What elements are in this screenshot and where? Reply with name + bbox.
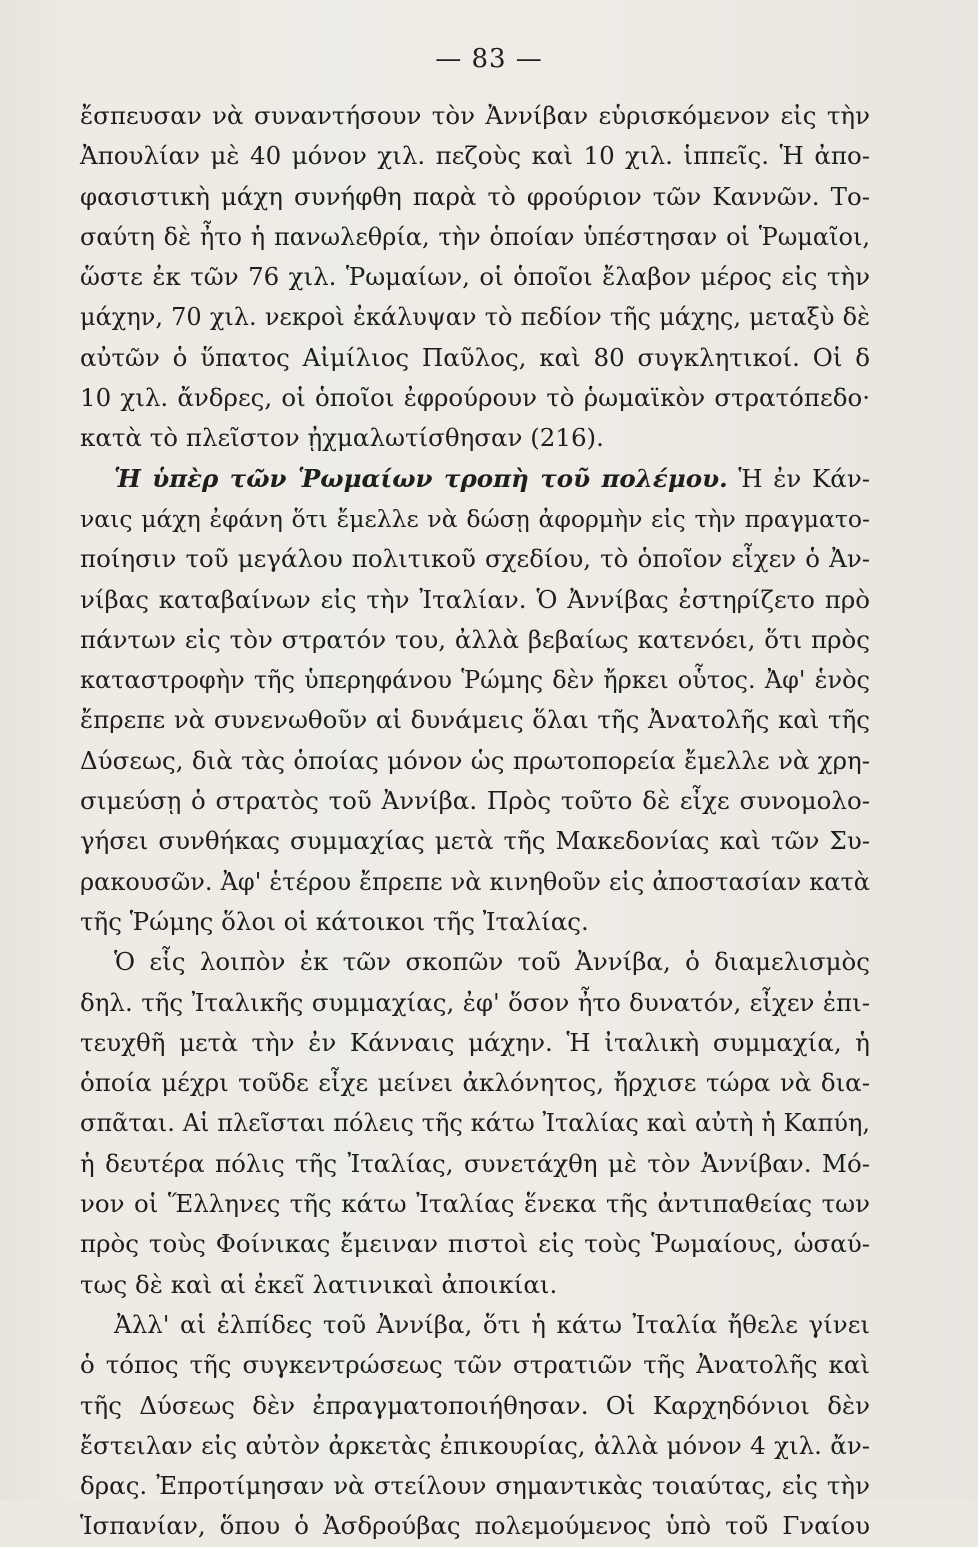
text-line: δηλ. τῆς Ἰταλικῆς συμμαχίας, ἐφ' ὅσον ἦτο δυνατόν, εἶχεν ἐπι- xyxy=(80,987,870,1017)
text-line: καταστροφὴν τῆς ὑπερηφάνου Ῥώμης δὲν ἤρκει οὗτος. Ἀφ' ἑνὸς xyxy=(80,666,870,695)
text-line: πρὸς τοὺς Φοίνικας ἔμειναν πιστοὶ εἰς τοὺς Ῥωμαίους, ὡσαύ- xyxy=(80,1229,870,1259)
text-line: φασιστικὴ μάχη συνήφθη παρὰ τὸ φρούριον τῶν Καννῶν. Το- xyxy=(80,181,870,211)
text-line: ἔστειλαν εἰς αὐτὸν ἀρκετὰς ἐπικουρίας, ἀλλὰ μόνον 4 χιλ. ἄν- xyxy=(80,1430,870,1460)
text-line: Ὁ εἷς λοιπὸν ἐκ τῶν σκοπῶν τοῦ Ἀννίβα, ὁ διαμελισμὸς xyxy=(114,947,870,977)
text-line: τῆς Ῥώμης ὅλοι οἱ κάτοικοι τῆς Ἰταλίας. xyxy=(80,906,589,936)
text-line: Ἀλλ' αἱ ἐλπίδες τοῦ Ἀννίβα, ὅτι ἡ κάτω Ἰταλία ἤθελε γίνει xyxy=(114,1309,870,1339)
text-line-heading xyxy=(80,459,870,499)
text-line: σαύτη δὲ ἦτο ἡ πανωλεθρία, τὴν ὁποίαν ὑπέστησαν οἱ Ῥωμαῖοι, xyxy=(80,222,870,251)
text-line: Ἀπουλίαν μὲ 40 μόνον χιλ. πεζοὺς καὶ 10 χιλ. ἱππεῖς. Ἡ ἀπο- xyxy=(80,141,870,171)
heading-continuation: Ἡ ἐν Κάν- xyxy=(727,463,870,493)
text-line: ὥστε ἐκ τῶν 76 χιλ. Ῥωμαίων, οἱ ὁποῖοι ἔλαβον μέρος εἰς τὴν xyxy=(80,262,870,292)
page-number: — 83 — xyxy=(435,44,543,74)
text-line: ποίησιν τοῦ μεγάλου πολιτικοῦ σχεδίου, τὸ ὁποῖον εἶχεν ὁ Ἀν- xyxy=(80,544,870,574)
text-line: πάντων εἰς τὸν στρατόν του, ἀλλὰ βεβαίως κατενόει, ὅτι πρὸς xyxy=(80,624,870,654)
text-line: τευχθῆ μετὰ τὴν ἐν Κάνναις μάχην. Ἡ ἰταλικὴ συμμαχία, ἡ xyxy=(80,1027,870,1057)
text-line: Δύσεως, διὰ τὰς ὁποίας μόνον ὡς πρωτοπορεία ἔμελλε νὰ χρη- xyxy=(80,745,870,775)
text-line: αὐτῶν ὁ ὕπατος Αἰμίλιος Παῦλος, καὶ 80 συγκλητικοί. Οἱ δ xyxy=(80,342,870,372)
text-line: νον οἱ Ἕλληνες τῆς κάτω Ἰταλίας ἕνεκα τῆς ἀντιπαθείας των xyxy=(80,1189,870,1219)
text-line: μάχην, 70 χιλ. νεκροὶ ἐκάλυψαν τὸ πεδίον τῆς μάχης, μεταξὺ δὲ xyxy=(80,303,870,332)
text-line: σιμεύσῃ ὁ στρατὸς τοῦ Ἀννίβα. Πρὸς τοῦτο δὲ εἶχε συνομολο- xyxy=(80,786,870,816)
text-line: ὁποία μέχρι τοῦδε εἶχε μείνει ἀκλόνητος, ἤρχισε τώρα νὰ δια- xyxy=(80,1068,870,1098)
text-line: γήσει συνθήκας συμμαχίας μετὰ τῆς Μακεδονίας καὶ τῶν Συ- xyxy=(80,826,870,856)
text-line: ναις μάχη ἐφάνη ὅτι ἔμελλε νὰ δώσῃ ἀφορμὴν εἰς τὴν πραγματο- xyxy=(80,504,870,533)
text-line: τως δὲ καὶ αἱ ἐκεῖ λατινικαὶ ἀποικίαι. xyxy=(80,1269,558,1299)
text-line: νίβας καταβαίνων εἰς τὴν Ἰταλίαν. Ὁ Ἀννίβας ἐστηρίζετο πρὸ xyxy=(80,584,870,614)
text-line: δρας. Ἐπροτίμησαν νὰ στείλουν σημαντικὰς τοιαύτας, εἰς τὴν xyxy=(80,1471,870,1501)
text-line: 10 χιλ. ἄνδρες, οἱ ὁποῖοι ἐφρούρουν τὸ ῥωμαϊκὸν στρατόπεδο· xyxy=(80,383,870,413)
body-text xyxy=(80,96,870,1547)
text-line: Ἱσπανίαν, ὅπου ὁ Ἀσδρούβας πολεμούμενος ὑπὸ τοῦ Γναίου xyxy=(80,1511,870,1541)
text-line: ἔπρεπε νὰ συνενωθοῦν αἱ δυνάμεις ὅλαι τῆς Ἀνατολῆς καὶ τῆς xyxy=(80,705,870,735)
text-line: σπᾶται. Αἱ πλεῖσται πόλεις τῆς κάτω Ἰταλίας καὶ αὐτὴ ἡ Καπύη, xyxy=(80,1109,870,1138)
text-line: ἔσπευσαν νὰ συναντήσουν τὸν Ἀννίβαν εὑρισκόμενον εἰς τὴν xyxy=(80,101,870,130)
section-heading: Ἡ ὑπὲρ τῶν Ῥωμαίων τροπὴ τοῦ πολέμου. xyxy=(114,463,728,493)
text-line: κατὰ τὸ πλεῖστον ᾐχμαλωτίσθησαν (216). xyxy=(80,423,604,453)
text-line: ὁ τόπος τῆς συγκεντρώσεως τῶν στρατιῶν τῆς Ἀνατολῆς καὶ xyxy=(80,1350,870,1380)
text-line: τῆς Δύσεως δὲν ἐπραγματοποιήθησαν. Οἱ Καρχηδόνιοι δὲν xyxy=(80,1390,870,1420)
text-line: ἡ δευτέρα πόλις τῆς Ἰταλίας, συνετάχθη μὲ τὸν Ἀννίβαν. Μό- xyxy=(80,1148,870,1178)
text-line: ρακουσῶν. Ἀφ' ἑτέρου ἔπρεπε νὰ κινηθοῦν εἰς ἀποστασίαν κατὰ xyxy=(80,867,870,896)
